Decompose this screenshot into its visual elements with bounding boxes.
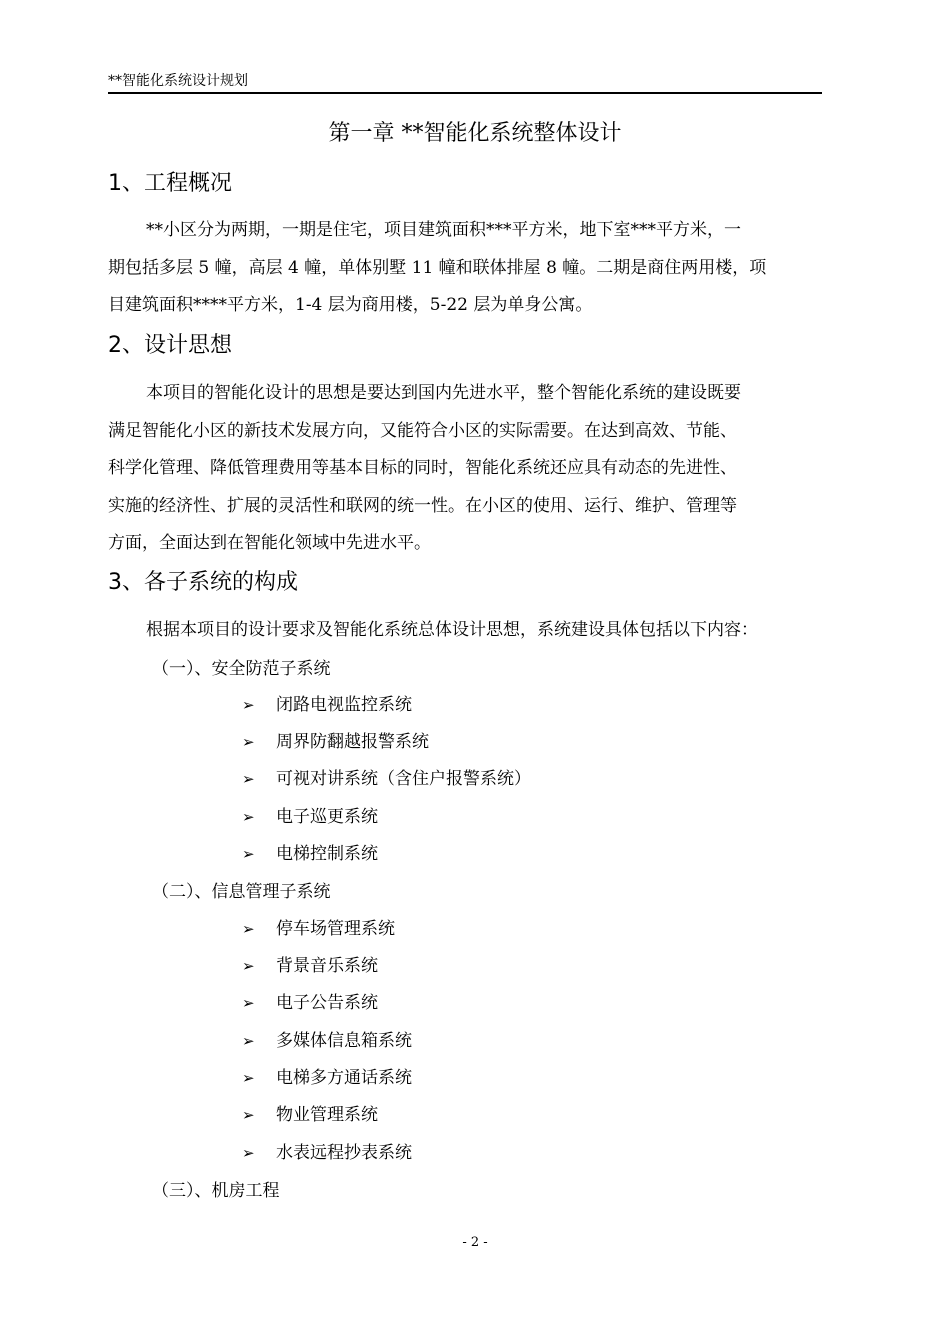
section-heading-subsystems: 3、各子系统的构成 <box>108 570 298 595</box>
arrow-bullet-icon: ➢ <box>242 1106 255 1124</box>
section-heading-design-idea: 2、设计思想 <box>108 333 232 358</box>
paragraph-line: 本项目的智能化设计的思想是要达到国内先进水平，整个智能化系统的建设既要 <box>146 383 741 403</box>
paragraph-line: 目建筑面积****平方米，1-4 层为商用楼，5-22 层为单身公寓。 <box>108 295 593 315</box>
paragraph-line: 科学化管理、降低管理费用等基本目标的同时，智能化系统还应具有动态的先进性、 <box>108 458 737 478</box>
list-item <box>242 804 378 830</box>
list-item <box>242 1140 412 1166</box>
list-item <box>242 990 378 1016</box>
arrow-bullet-icon: ➢ <box>242 994 255 1012</box>
list-item <box>242 841 378 867</box>
arrow-bullet-icon: ➢ <box>242 845 255 863</box>
list-item-label: 闭路电视监控系统 <box>276 695 412 715</box>
arrow-bullet-icon: ➢ <box>242 770 255 788</box>
paragraph-line: 根据本项目的设计要求及智能化系统总体设计思想，系统建设具体包括以下内容： <box>146 620 758 640</box>
paragraph-line: 实施的经济性、扩展的灵活性和联网的统一性。在小区的使用、运行、维护、管理等 <box>108 495 737 516</box>
list-item <box>242 916 395 942</box>
list-item-label: 停车场管理系统 <box>276 919 395 939</box>
list-item-label: 周界防翻越报警系统 <box>276 732 429 752</box>
arrow-bullet-icon: ➢ <box>242 808 255 826</box>
list-item <box>242 1028 412 1054</box>
list-item-label: 电子巡更系统 <box>276 807 378 827</box>
list-item-label: 电梯多方通话系统 <box>276 1068 412 1088</box>
arrow-bullet-icon: ➢ <box>242 1032 255 1050</box>
list-item-label: 水表远程抄表系统 <box>276 1143 412 1163</box>
list-item-label: 电子公告系统 <box>276 993 378 1013</box>
arrow-bullet-icon: ➢ <box>242 1069 255 1087</box>
arrow-bullet-icon: ➢ <box>242 920 255 938</box>
arrow-bullet-icon: ➢ <box>242 957 255 975</box>
list-item-label: 可视对讲系统（含住户报警系统） <box>276 769 531 789</box>
chapter-title: 第一章 **智能化系统整体设计 <box>328 121 622 146</box>
list-item-label: 物业管理系统 <box>276 1105 378 1125</box>
overview-paragraph <box>108 212 822 325</box>
subsystems-intro <box>108 612 822 650</box>
list-item <box>242 729 429 755</box>
list-item <box>242 692 412 718</box>
arrow-bullet-icon: ➢ <box>242 1144 255 1162</box>
group-label-security: （一）、安全防范子系统 <box>152 659 331 679</box>
section-heading-overview: 1、工程概况 <box>108 171 232 196</box>
paragraph-line: **小区分为两期，一期是住宅，项目建筑面积***平方米，地下室***平方米，一 <box>146 220 741 240</box>
paragraph-line: 方面，全面达到在智能化领域中先进水平。 <box>108 533 431 553</box>
group-label-info-management: （二）、信息管理子系统 <box>152 882 331 902</box>
header-title: **智能化系统设计规划 <box>108 73 248 89</box>
list-item <box>242 766 531 792</box>
page-number: - 2 - <box>462 1235 488 1250</box>
paragraph-line: 满足智能化小区的新技术发展方向，又能符合小区的实际需要。在达到高效、节能、 <box>108 420 737 441</box>
list-item <box>242 1065 412 1091</box>
arrow-bullet-icon: ➢ <box>242 696 255 714</box>
group-label-machine-room: （三）、机房工程 <box>152 1181 280 1201</box>
list-item <box>242 1102 378 1128</box>
list-item <box>242 953 378 979</box>
paragraph-line: 期包括多层 5 幢，高层 4 幢，单体别墅 11 幢和联体排屋 8 幢。二期是商住两用楼，项 <box>108 257 767 278</box>
page-header <box>108 70 822 94</box>
arrow-bullet-icon: ➢ <box>242 733 255 751</box>
list-item-label: 电梯控制系统 <box>276 844 378 864</box>
list-item-label: 多媒体信息箱系统 <box>276 1031 412 1051</box>
list-item-label: 背景音乐系统 <box>276 956 378 976</box>
design-idea-paragraph <box>108 375 822 563</box>
